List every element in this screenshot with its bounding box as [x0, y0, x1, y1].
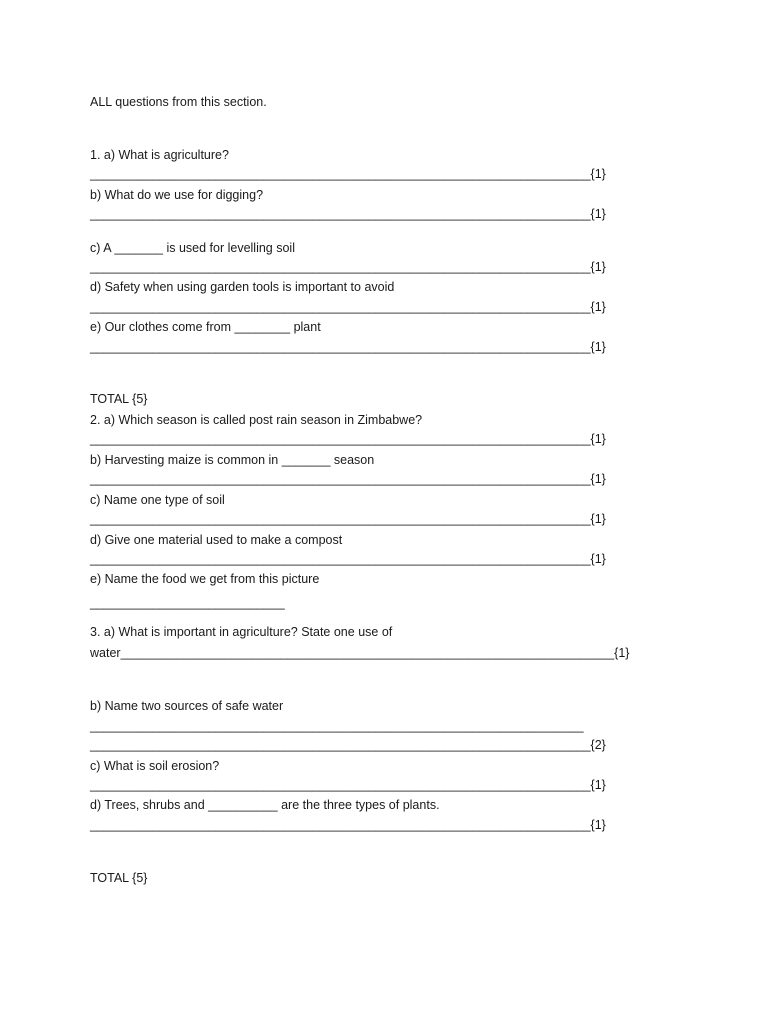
- question-2d: d) Give one material used to make a compost: [90, 533, 343, 547]
- question-1b: b) What do we use for digging?: [90, 188, 264, 202]
- section-1-total: TOTAL {5}: [90, 392, 148, 406]
- answer-line-3d[interactable]: ________________________________________________________________________{1}: [90, 818, 606, 832]
- answer-line-2c[interactable]: ________________________________________________________________________{1}: [90, 512, 606, 526]
- question-2a: 2. a) Which season is called post rain season in Zimbabwe?: [90, 413, 423, 427]
- question-2c: c) Name one type of soil: [90, 493, 225, 507]
- question-3d: d) Trees, shrubs and __________ are the three types of plants.: [90, 798, 440, 812]
- answer-line-2e[interactable]: ____________________________: [90, 596, 285, 610]
- question-1a: 1. a) What is agriculture?: [90, 148, 229, 162]
- section-3-total: TOTAL {5}: [90, 871, 148, 885]
- question-2e: e) Name the food we get from this picture: [90, 572, 320, 586]
- answer-line-1b[interactable]: ________________________________________________________________________{1}: [90, 207, 606, 221]
- question-1e: e) Our clothes come from ________ plant: [90, 320, 321, 334]
- answer-line-3a[interactable]: water_______________________________________________________________________{1}: [90, 646, 630, 660]
- answer-line-2d[interactable]: ________________________________________________________________________{1}: [90, 552, 606, 566]
- question-3a: 3. a) What is important in agriculture? State one use of: [90, 625, 393, 639]
- answer-line-2b[interactable]: ________________________________________________________________________{1}: [90, 472, 606, 486]
- question-1c: c) A _______ is used for levelling soil: [90, 241, 295, 255]
- answer-line-1d[interactable]: ________________________________________________________________________{1}: [90, 300, 606, 314]
- question-3b: b) Name two sources of safe water: [90, 699, 284, 713]
- answer-line-1a[interactable]: ________________________________________________________________________{1}: [90, 167, 606, 181]
- answer-line-3c[interactable]: ________________________________________________________________________{1}: [90, 778, 606, 792]
- answer-line-2a[interactable]: ________________________________________________________________________{1}: [90, 432, 606, 446]
- question-3c: c) What is soil erosion?: [90, 759, 220, 773]
- answer-line-3b-2[interactable]: ________________________________________________________________________{2}: [90, 738, 606, 752]
- intro-text: ALL questions from this section.: [90, 95, 267, 109]
- question-1d: d) Safety when using garden tools is important to avoid: [90, 280, 395, 294]
- question-2b: b) Harvesting maize is common in _______ season: [90, 453, 375, 467]
- answer-line-3b-1[interactable]: _______________________________________________________________________: [90, 719, 584, 733]
- answer-line-1e[interactable]: ________________________________________________________________________{1}: [90, 340, 606, 354]
- answer-line-1c[interactable]: ________________________________________________________________________{1}: [90, 260, 606, 274]
